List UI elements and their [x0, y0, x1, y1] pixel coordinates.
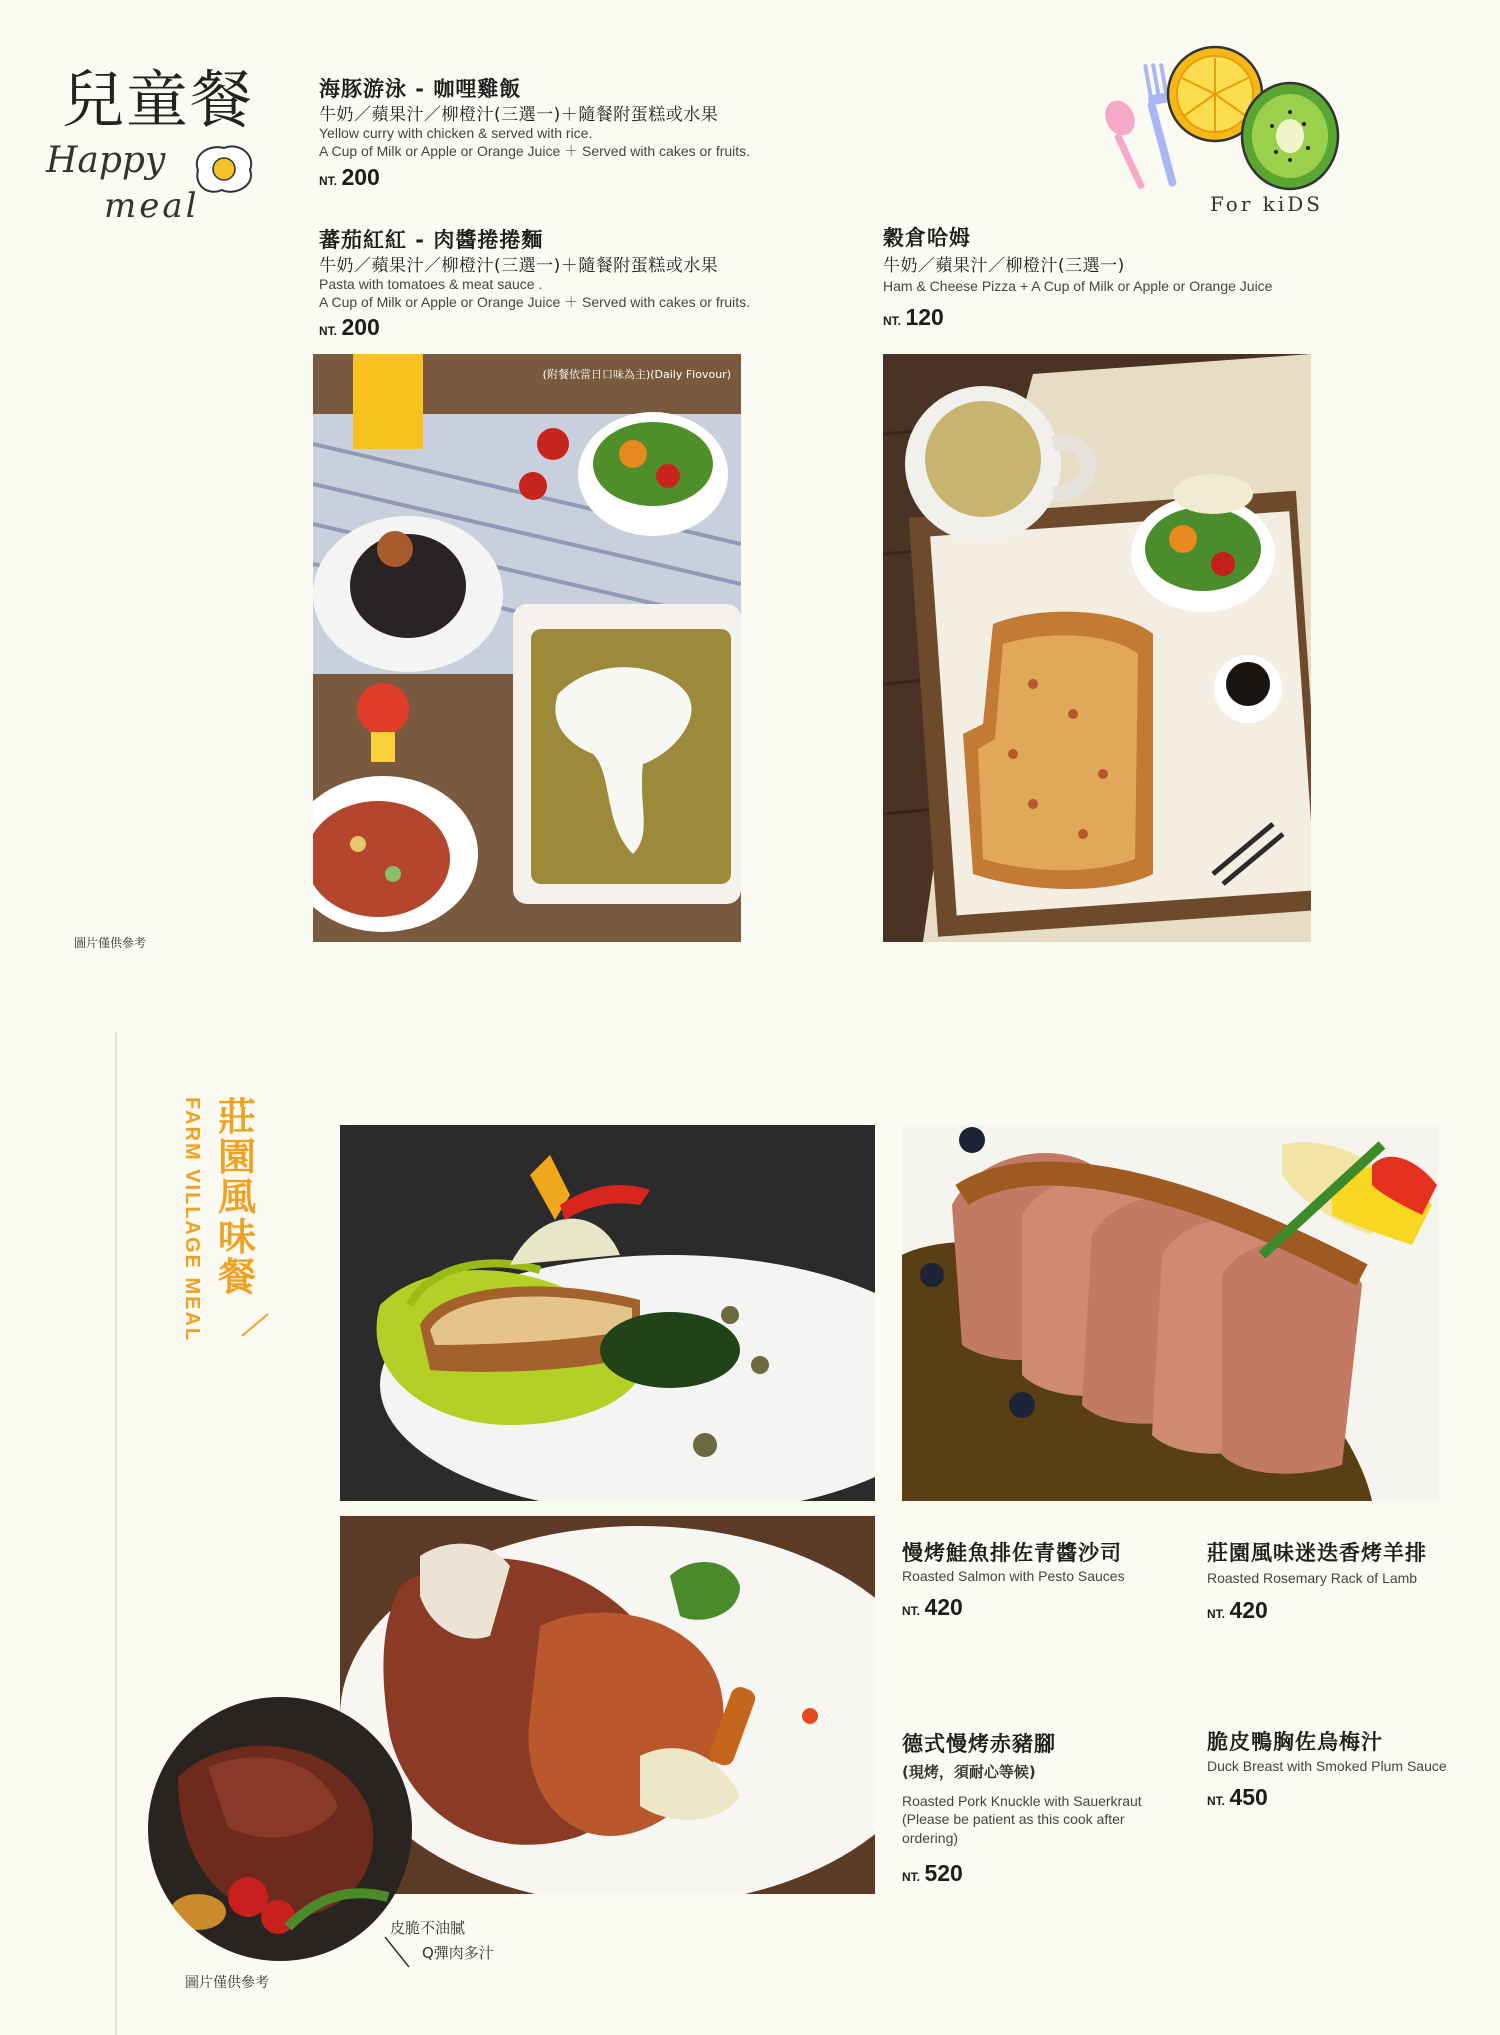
pork-knuckle-closeup-photo: [148, 1697, 412, 1961]
price-prefix: NT.: [319, 174, 337, 188]
farm-heading-cn: 莊園風味餐: [217, 1095, 256, 1299]
farm-item-pork-en-2: (Please be patient as this cook after: [902, 1811, 1125, 1827]
price-value: 200: [341, 164, 380, 190]
farm-item-duck-name: 脆皮鴨胸佐烏梅汁: [1207, 1730, 1383, 1754]
price-prefix: NT.: [1207, 1607, 1225, 1621]
kids-item-2-en-1: Pasta with tomatoes & meat sauce .: [319, 276, 543, 292]
kids-item-3-price: [883, 304, 944, 331]
price-value: 420: [924, 1594, 963, 1620]
duck-breast-photo: [902, 1125, 1439, 1501]
farm-item-salmon-price: [902, 1594, 963, 1621]
farm-item-pork-en-1: Roasted Pork Knuckle with Sauerkraut: [902, 1793, 1142, 1809]
kids-item-1-price: [319, 164, 380, 191]
farm-item-pork-note: (現烤，須耐心等候): [902, 1763, 1036, 1781]
price-prefix: NT.: [319, 324, 337, 338]
fruit-cutlery-illustration: [1090, 36, 1350, 216]
curry-rice-kids-meal-photo: [313, 354, 741, 942]
farm-item-salmon-name: 慢烤鮭魚排佐青醬沙司: [902, 1541, 1122, 1565]
kids-item-1-drinks: 牛奶／蘋果汁／柳橙汁(三選一)＋隨餐附蛋糕或水果: [319, 105, 719, 125]
farm-item-pork-en-3: ordering): [902, 1830, 959, 1846]
kids-item-1-en-2: A Cup of Milk or Apple or Orange Juice ＋ Served with cakes or fruits.: [319, 143, 751, 159]
kids-heading-en-1: Happy: [46, 140, 166, 181]
price-prefix: NT.: [902, 1604, 920, 1618]
farm-item-lamb-en: Roasted Rosemary Rack of Lamb: [1207, 1570, 1418, 1586]
kiwi-slice-icon: [1242, 83, 1338, 189]
price-prefix: NT.: [883, 314, 901, 328]
heading-slash-decoration: [240, 1312, 270, 1338]
farm-item-lamb-price: [1207, 1597, 1268, 1624]
price-prefix: NT.: [902, 1870, 920, 1884]
farm-heading-en: FARM VILLAGE MEAL: [181, 1097, 203, 1343]
kids-item-3-name: 穀倉哈姆: [883, 226, 971, 250]
kids-heading-cn: 兒童餐: [62, 63, 255, 136]
kids-item-2-drinks: 牛奶／蘋果汁／柳橙汁(三選一)＋隨餐附蛋糕或水果: [319, 256, 719, 276]
farm-item-duck-price: [1207, 1784, 1268, 1811]
farm-disclaimer: 圖片僅供參考: [185, 1975, 269, 1991]
kids-heading-en-2: meal: [104, 186, 200, 226]
kids-item-2-name: 蕃茄紅紅 - 肉醬捲捲麵: [319, 228, 544, 252]
fried-egg-icon: [190, 140, 258, 198]
kids-item-1-en-1: Yellow curry with chicken & served with rice.: [319, 125, 593, 141]
callout-text-2: Q彈肉多汁: [422, 1944, 494, 1962]
price-value: 120: [905, 304, 944, 330]
farm-item-duck-en: Duck Breast with Smoked Plum Sauce: [1207, 1758, 1447, 1774]
photo-caption: (附餐依當日口味為主)(Daily Flovour): [542, 368, 731, 381]
kids-item-2-price: [319, 314, 380, 341]
kids-item-2-en-2: A Cup of Milk or Apple or Orange Juice ＋ Served with cakes or fruits.: [319, 294, 751, 310]
price-prefix: NT.: [1207, 1794, 1225, 1808]
salmon-photo: [340, 1125, 875, 1501]
farm-item-lamb-name: 莊園風味迷迭香烤羊排: [1207, 1541, 1427, 1565]
price-value: 200: [341, 314, 380, 340]
kids-item-3-en-1: Ham & Cheese Pizza + A Cup of Milk or Apple or Orange Juice: [883, 278, 1273, 294]
kids-item-3-drinks: 牛奶／蘋果汁／柳橙汁(三選一): [883, 256, 1125, 276]
spoon-icon: [1100, 96, 1146, 190]
kids-item-1-name: 海豚游泳 - 咖哩雞飯: [319, 77, 522, 101]
price-value: 420: [1229, 1597, 1268, 1623]
farm-item-pork-name: 德式慢烤赤豬腳: [902, 1732, 1056, 1756]
ham-cheese-pizza-photo: [883, 354, 1311, 942]
section-divider-vertical: [115, 1032, 117, 2035]
callout-text-1: 皮脆不油膩: [390, 1919, 466, 1937]
price-value: 450: [1229, 1784, 1268, 1810]
price-value: 520: [924, 1860, 963, 1886]
farm-item-pork-price: [902, 1860, 963, 1887]
pork-knuckle-photo: [340, 1516, 875, 1894]
callout-line: [383, 1935, 413, 1971]
for-kids-label: For kiDS: [1210, 192, 1323, 216]
kids-disclaimer: 圖片僅供參考: [74, 936, 147, 950]
farm-item-salmon-en: Roasted Salmon with Pesto Sauces: [902, 1568, 1125, 1584]
